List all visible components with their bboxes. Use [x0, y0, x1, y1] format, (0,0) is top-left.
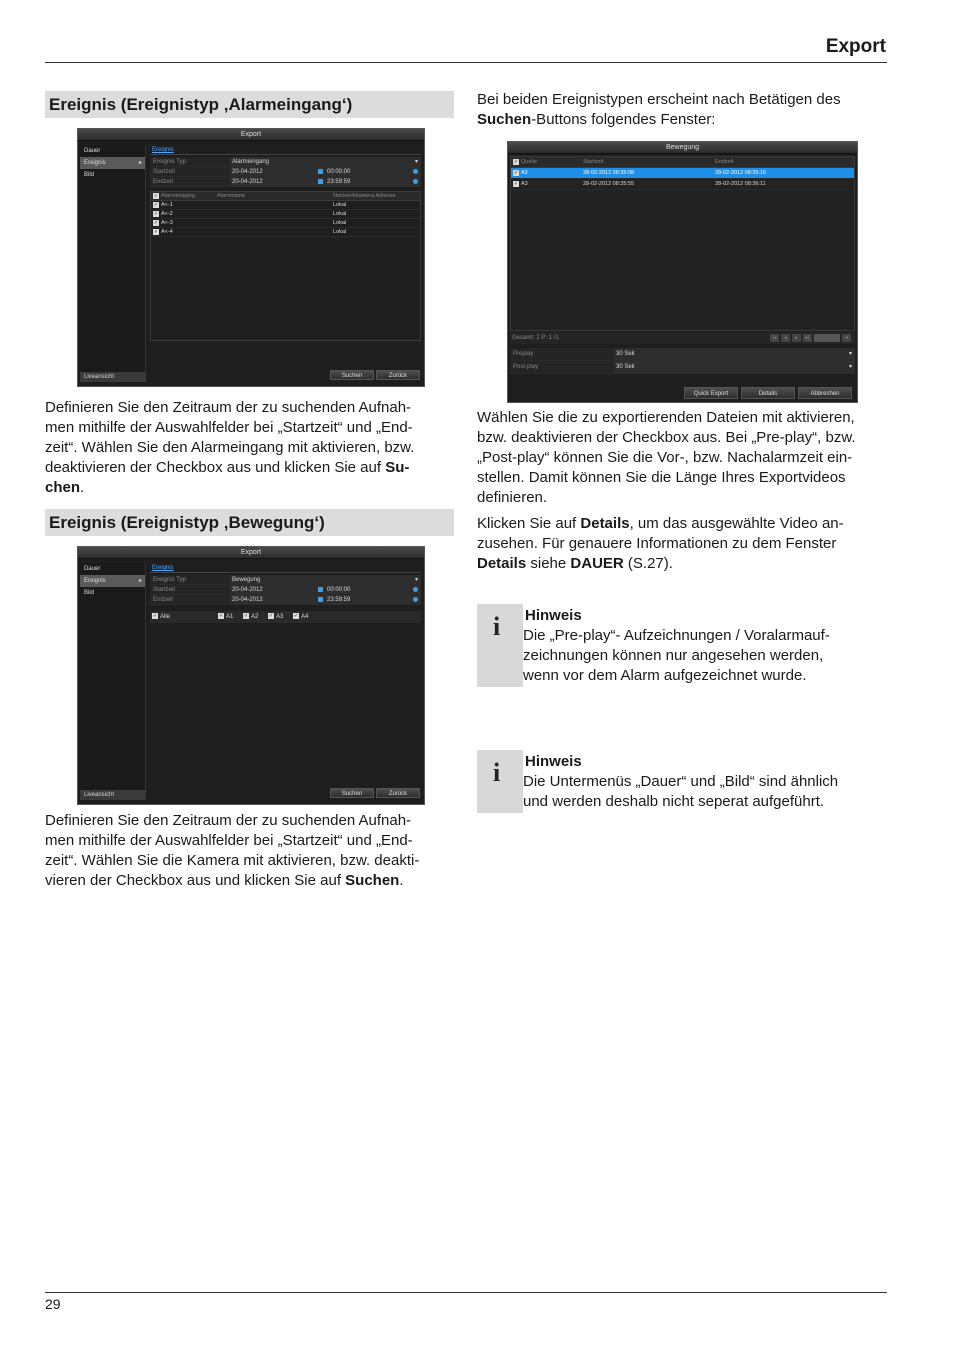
sidebar-item-dauer[interactable]: Dauer: [84, 566, 101, 572]
paragraph-select-files: Wählen Sie die zu exportierenden Dateien mit aktivieren, bzw. deaktivieren der Checkbox aus. Bei „Pre-play“, bzw. „Post-play“ können Sie die Vor-, bzw. Nachalarmzeit ein- stellen. Damit können Sie die Länge Ihres Exportvideos definieren.: [477, 409, 856, 506]
field-label: Ereignis Typ: [150, 575, 230, 584]
cell-address: Lokal: [333, 220, 347, 226]
cell-end: 28-02-2012 08:36:11: [715, 181, 766, 187]
section-heading-motion: Ereignis (Ereignistyp ‚Bewegung‘): [45, 509, 454, 536]
prev-page-icon[interactable]: ◂: [781, 334, 790, 342]
row-checkbox[interactable]: ✓: [513, 180, 519, 187]
field-end-time[interactable]: [150, 595, 421, 605]
field-start-time[interactable]: [150, 167, 421, 177]
results-table: [510, 156, 855, 331]
field-start-time[interactable]: [150, 585, 421, 595]
table-header: ✓ Quelle Startzeit Endzeit: [511, 157, 854, 168]
paragraph-result-intro: Bei beiden Ereignistypen erscheint nach Betätigen des Suchen-Buttons folgendes Fenster:: [477, 91, 841, 128]
page-number: 29: [45, 1296, 61, 1312]
column-header: Startzeit: [583, 159, 604, 165]
table-row[interactable]: ✓ A<-4 Lokal: [151, 228, 420, 237]
cell-address: Lokal: [333, 229, 347, 235]
date-value[interactable]: 20-04-2012: [232, 179, 263, 185]
table-row-selected[interactable]: ✓ A3 28-02-2012 08:35:08 28-02-2012 08:35:16: [511, 168, 854, 179]
field-end-time[interactable]: [150, 177, 421, 187]
clock-icon[interactable]: [413, 587, 418, 592]
table-row[interactable]: ✓ A3 28-02-2012 08:35:55 28-02-2012 08:36:11: [511, 179, 854, 190]
clock-icon[interactable]: [413, 179, 418, 184]
row-checkbox[interactable]: ✓: [153, 201, 159, 208]
select-all-checkbox[interactable]: ✓: [153, 192, 159, 199]
liveview-button[interactable]: Liveansicht: [80, 790, 146, 800]
date-value[interactable]: 20-04-2012: [232, 169, 263, 175]
hint-box-2: [477, 750, 523, 813]
sidebar-item-bild[interactable]: Bild: [84, 172, 95, 178]
checkbox-a3[interactable]: ✓ A3: [268, 613, 284, 620]
dropdown-arrow-icon: ▾: [414, 159, 418, 165]
time-value[interactable]: 00:00:00: [327, 169, 351, 175]
hint-text-2: Die Untermenüs „Dauer“ und „Bild“ sind ähnlich und werden deshalb nicht seperat aufgeführt.: [523, 773, 839, 810]
section-heading-alarm: Ereignis (Ereignistyp ‚Alarmeingang‘): [45, 91, 454, 118]
window-title: Bewegung: [508, 142, 857, 154]
field-event-type[interactable]: [150, 575, 421, 585]
back-button[interactable]: Zurück: [376, 788, 420, 798]
liveview-button[interactable]: Liveansicht: [80, 372, 146, 382]
search-button[interactable]: Suchen: [330, 788, 374, 798]
column-header: Alarmname: [217, 193, 246, 199]
field-label: Preplay: [510, 348, 614, 360]
info-icon: i: [493, 612, 501, 641]
window-title: Export: [78, 129, 424, 141]
paragraph-motion-instructions: Definieren Sie den Zeitraum der zu suchenden Aufnah- men mithilfe der Auswahlfelder bei „Startzeit“ und „End- zeit“. Wählen Sie die Kamera mit aktivieren, bzw. deakti- vieren der Checkbox aus und klicken Sie auf Suchen.: [45, 812, 420, 889]
hint-text-1: Die „Pre-play“- Aufzeichnungen / Voralarmauf- zeichnungen können nur angesehen werden, wenn vor dem Alarm aufgezeichnet wurde.: [523, 627, 830, 684]
sidebar: [80, 563, 146, 800]
sidebar: [80, 145, 146, 382]
screenshot-export-motion: [77, 546, 425, 805]
row-checkbox[interactable]: ✓: [153, 210, 159, 217]
calendar-icon[interactable]: [318, 179, 323, 184]
screenshot-motion-results: [507, 141, 858, 403]
field-label: Ereignis Typ: [150, 157, 230, 166]
field-event-type[interactable]: [150, 157, 421, 167]
field-label: Endzeit: [150, 177, 230, 186]
cell-start: 28-02-2012 08:35:08: [583, 170, 635, 176]
tab-ereignis[interactable]: Ereignis: [150, 145, 421, 155]
table-row[interactable]: ✓ A<-3 Lokal: [151, 219, 420, 228]
page-input[interactable]: [814, 334, 840, 342]
clock-icon[interactable]: [413, 169, 418, 174]
checkbox-all[interactable]: ✓ Alle: [152, 613, 171, 620]
header-divider: [45, 62, 887, 63]
checkbox-a1[interactable]: ✓ A1: [218, 613, 234, 620]
hint-box-1: [477, 604, 523, 687]
paragraph-details: Klicken Sie auf Details, um das ausgewählte Video an- zusehen. Für genauere Informationen zu dem Fenster Details siehe DAUER (S.27).: [477, 515, 844, 572]
row-checkbox[interactable]: ✓: [513, 169, 519, 176]
total-count: Gesamt: 2 P: 1 /1: [512, 335, 559, 341]
row-checkbox[interactable]: ✓: [153, 219, 159, 226]
window-title: Export: [78, 547, 424, 559]
field-value: 30 Sek: [616, 364, 635, 370]
pagination-controls[interactable]: [770, 334, 851, 342]
alarm-input-table: [150, 191, 421, 341]
info-icon: i: [493, 758, 501, 787]
field-value: 30 Sek: [616, 351, 635, 357]
quick-export-button[interactable]: Quick Export: [684, 387, 738, 399]
select-all-checkbox[interactable]: ✓: [513, 158, 519, 165]
table-row[interactable]: ✓ A<-2 Lokal: [151, 210, 420, 219]
field-value: Alarmeingang: [232, 159, 270, 165]
cell-end: 28-02-2012 08:35:16: [715, 170, 767, 176]
play-settings: [510, 348, 855, 374]
dropdown-arrow-icon: ▾: [848, 364, 852, 370]
tab-ereignis[interactable]: Ereignis: [150, 563, 421, 573]
date-value[interactable]: 20-04-2012: [232, 587, 263, 593]
time-value[interactable]: 23:59:59: [327, 179, 351, 185]
dropdown-arrow-icon: ▾: [414, 577, 418, 583]
column-header: Endzeit: [715, 159, 734, 165]
clock-icon[interactable]: [413, 597, 418, 602]
pagination-bar: [510, 332, 855, 344]
table-header: ✓ Alarmeingang Alarmname Netzwerkkamera Adresse: [151, 192, 420, 201]
field-postplay[interactable]: [510, 361, 855, 374]
page-header-title: Export: [825, 36, 886, 57]
sidebar-item-ereignis[interactable]: Ereignis ▸: [80, 575, 145, 587]
time-value[interactable]: 00:00:00: [327, 587, 351, 593]
calendar-icon[interactable]: [318, 587, 323, 592]
calendar-icon[interactable]: [318, 169, 323, 174]
sidebar-item-bild[interactable]: Bild: [84, 590, 95, 596]
column-header: Netzwerkkamera Adresse: [333, 193, 396, 199]
checkbox-a4[interactable]: ✓ A4: [293, 613, 309, 620]
last-page-icon[interactable]: ▸|: [803, 334, 812, 342]
next-page-icon[interactable]: ▸: [792, 334, 801, 342]
field-label: Startzeit: [150, 585, 230, 594]
search-button[interactable]: Suchen: [330, 370, 374, 380]
field-preplay[interactable]: [510, 348, 855, 361]
field-value: Bewegung: [232, 577, 261, 583]
hint-title-2: Hinweis: [525, 753, 582, 770]
dropdown-arrow-icon: ▾: [848, 351, 852, 357]
cell-address: Lokal: [333, 202, 347, 208]
date-value[interactable]: 20-04-2012: [232, 597, 263, 603]
go-page-icon[interactable]: ➜: [842, 334, 851, 342]
footer-divider: [45, 1292, 887, 1293]
paragraph-alarm-instructions: Definieren Sie den Zeitraum der zu suchenden Aufnah- men mithilfe der Auswahlfelder bei „Startzeit“ und „End- zeit“. Wählen Sie den Alarmeingang mit aktivieren, bzw. deaktivieren der Checkbox aus und klicken Sie auf Su- chen.: [45, 399, 415, 496]
sidebar-item-ereignis[interactable]: Ereignis ▸: [80, 157, 145, 169]
table-row[interactable]: ✓ A<-1 Lokal: [151, 201, 420, 210]
cell-start: 28-02-2012 08:35:55: [583, 181, 635, 187]
cancel-button[interactable]: Abbrechen: [798, 387, 852, 399]
field-label: Post-play: [510, 361, 614, 373]
time-value[interactable]: 23:59:59: [327, 597, 351, 603]
back-button[interactable]: Zurück: [376, 370, 420, 380]
field-label: Endzeit: [150, 595, 230, 604]
camera-checkbox-row: [150, 611, 421, 623]
row-checkbox[interactable]: ✓: [153, 228, 159, 235]
calendar-icon[interactable]: [318, 597, 323, 602]
sidebar-item-dauer[interactable]: Dauer: [84, 148, 101, 154]
first-page-icon[interactable]: |◂: [770, 334, 779, 342]
field-label: Startzeit: [150, 167, 230, 176]
details-button[interactable]: Details: [741, 387, 795, 399]
cell-address: Lokal: [333, 211, 347, 217]
hint-title-1: Hinweis: [525, 607, 582, 624]
checkbox-a2[interactable]: ✓ A2: [243, 613, 259, 620]
screenshot-export-alarm: [77, 128, 425, 387]
